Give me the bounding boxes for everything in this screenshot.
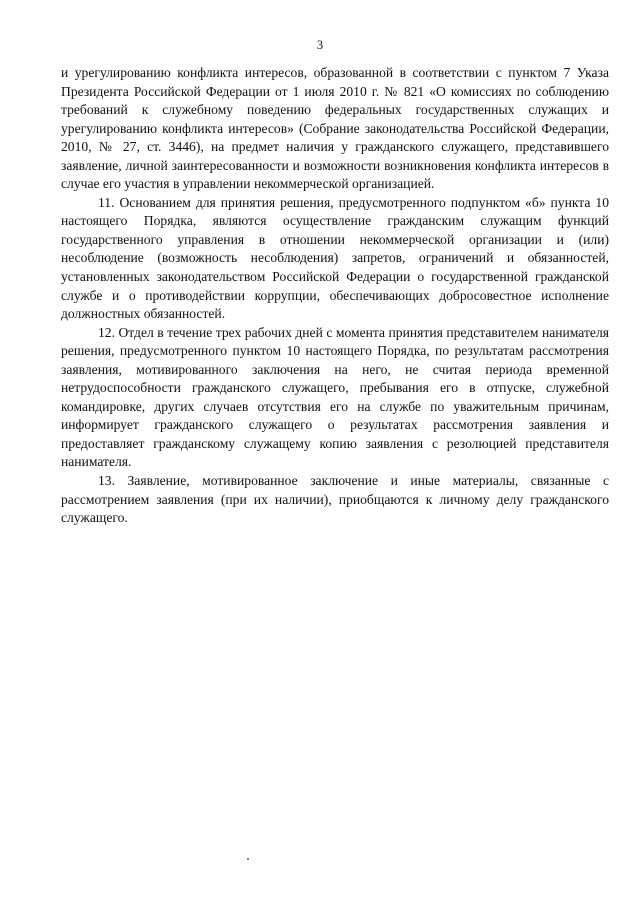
paragraph-continuation: и урегулированию конфликта интересов, образованной в соответствии с пунктом 7 Указа Президента Российской Федерации от 1 июля 2010 г. № 821 «О комиссиях по соблюдению требований к служебному поведению федеральных государственных служащих и урегулированию конфликта интересов» (Собрание законодательства Российской Федерации, 2010, № 27, ст. 3446), на предмет наличия у гражданского служащего, представившего заявление, личной заинтересованности и возможности возникновения конфликта интересов в случае его участия в управлении некоммерческой организацией.	[61, 65, 609, 192]
document-body	[61, 64, 609, 528]
scan-speck	[247, 858, 249, 860]
paragraph-12: 12. Отдел в течение трех рабочих дней с момента принятия представителем нанимателя решения, предусмотренного пунктом 10 настоящего Порядка, по результатам рассмотрения заявления, мотивированного заключения на него, не считая периода временной нетрудоспособности гражданского служащего, пребывания его в отпуске, служебной командировке, других случаев отсутствия его на службе по уважительным причинам, информирует гражданского служащего о результатах рассмотрения заявления и предоставляет гражданскому служащему копию заявления с резолюцией представителя нанимателя.	[61, 324, 609, 470]
page-number: 3	[316, 38, 324, 52]
paragraph-11: 11. Основанием для принятия решения, предусмотренного подпунктом «б» пункта 10 настоящего Порядка, являются осуществление гражданским служащим функций государственного управления в отношении некоммерческой организации и (или) несоблюдение (возможность несоблюдения) запретов, ограничений и обязанностей, установленных законодательством Российской Федерации о государственной гражданской службе и о противодействии коррупции, обеспечивающих добросовестное исполнение должностных обязанностей.	[61, 194, 609, 322]
paragraph-13: 13. Заявление, мотивированное заключение и иные материалы, связанные с рассмотрением заявления (при их наличии), приобщаются к личному делу гражданского служащего.	[61, 473, 609, 526]
